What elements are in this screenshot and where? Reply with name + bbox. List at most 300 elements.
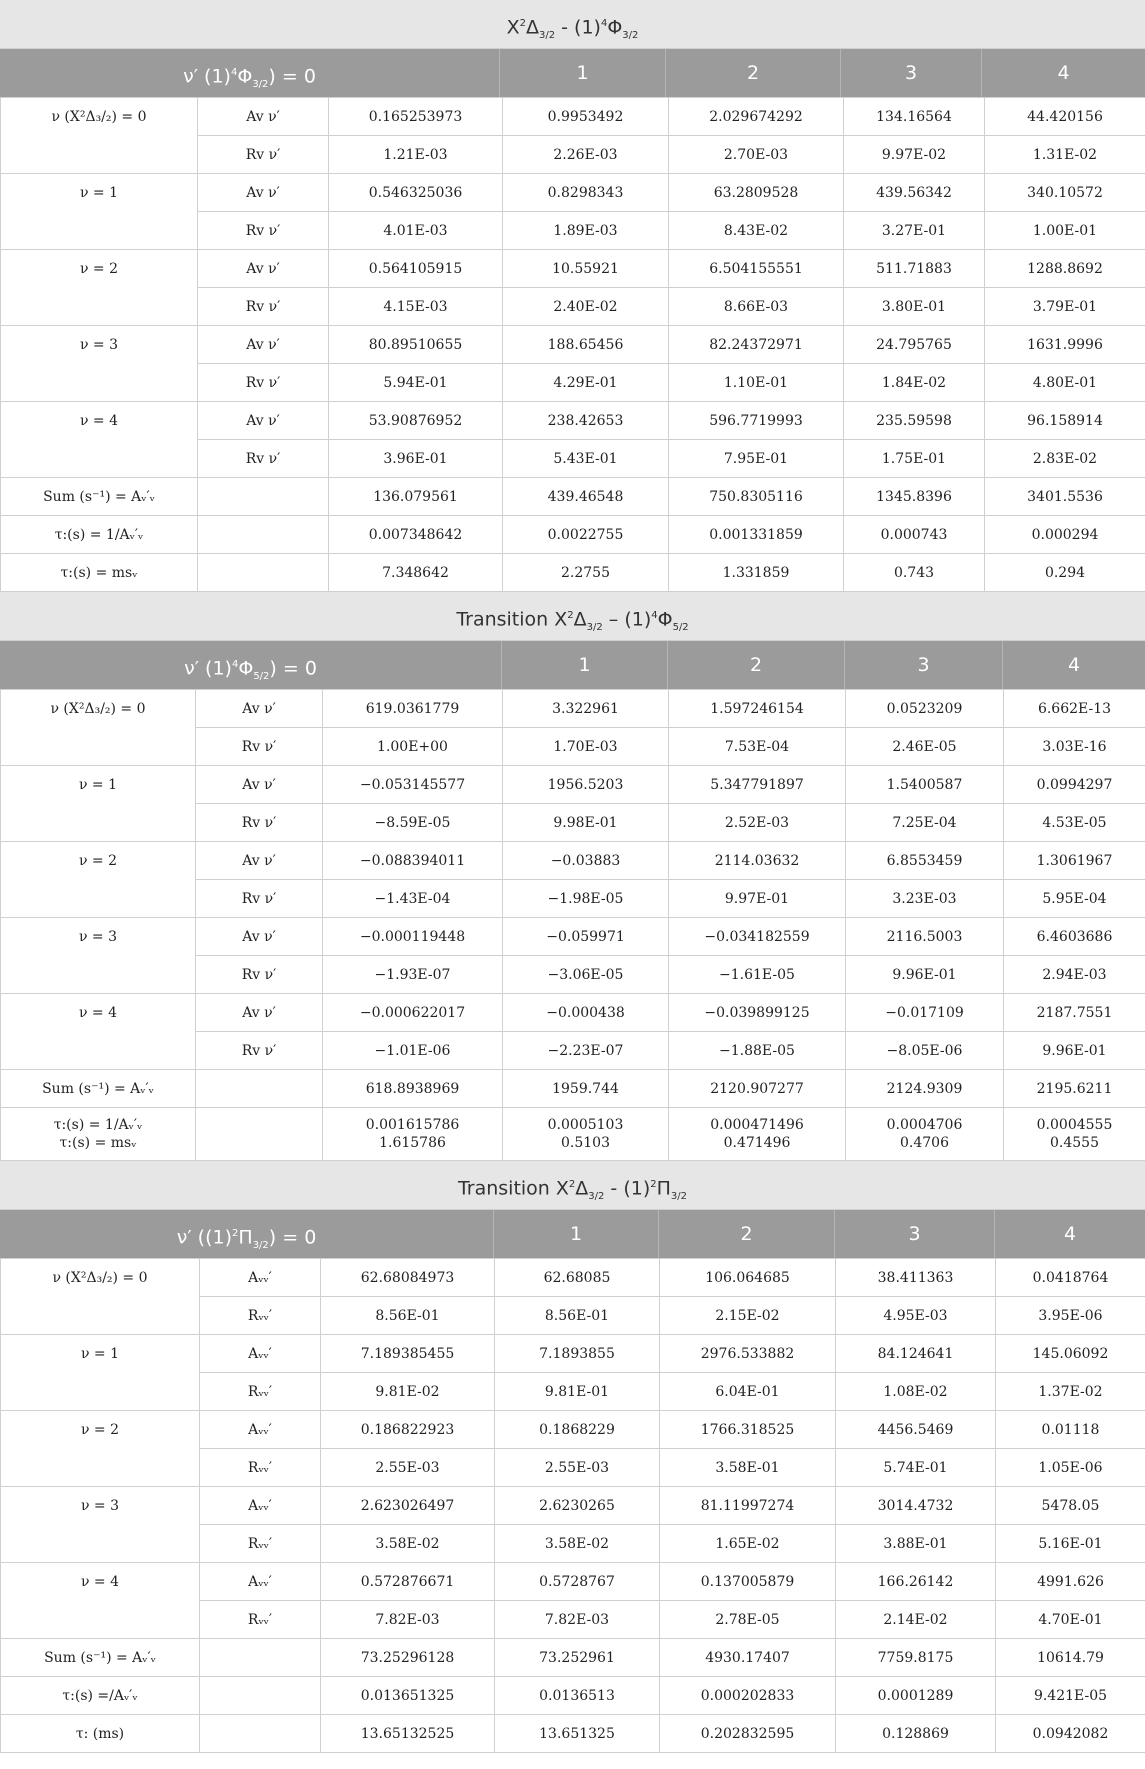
quantity-label: Rv ν′ xyxy=(196,880,323,918)
table-cell: 4.29E-01 xyxy=(503,364,669,402)
table-cell: −1.88E-05 xyxy=(669,1032,846,1070)
text-segment: ν′ ((1) xyxy=(176,1226,233,1249)
table-cell: 7759.8175 xyxy=(836,1639,996,1677)
table-cell: 1766.318525 xyxy=(660,1411,836,1449)
value-line: 0.0005103 xyxy=(547,1117,624,1133)
table-cell: 2.78E-05 xyxy=(660,1601,836,1639)
quantity-label: Av ν′ xyxy=(198,174,329,212)
table-cell: 2.46E-05 xyxy=(846,728,1004,766)
table-cell: 13.651325 xyxy=(495,1715,660,1753)
table-cell: 7.348642 xyxy=(329,554,503,592)
table-cell xyxy=(1004,1108,1145,1161)
superscript: 2 xyxy=(567,610,574,621)
table-cell: 3.58E-02 xyxy=(495,1525,660,1563)
table-cell: 73.25296128 xyxy=(321,1639,495,1677)
table-cell: 1.5400587 xyxy=(846,766,1004,804)
table-section xyxy=(0,592,1145,1161)
value-line: 0.4706 xyxy=(900,1135,949,1151)
row-label: Sum (s⁻¹) = Aᵥ′ᵥ xyxy=(1,1070,196,1108)
text-segment: Φ xyxy=(607,16,623,39)
quantity-label: Aᵥᵥ′ xyxy=(200,1335,321,1373)
table-cell: 7.25E-04 xyxy=(846,804,1004,842)
table-cell: 9.97E-01 xyxy=(669,880,846,918)
table-cell: 2.70E-03 xyxy=(669,136,844,174)
quantity-label: Rv ν′ xyxy=(196,1032,323,1070)
quantity-label: Rv ν′ xyxy=(196,804,323,842)
table-cell: 7.1893855 xyxy=(495,1335,660,1373)
value-line: 0.0004706 xyxy=(886,1117,963,1133)
table-cell: 2.52E-03 xyxy=(669,804,846,842)
table-row xyxy=(1,1563,1145,1601)
table-cell: 4.95E-03 xyxy=(836,1297,996,1335)
table-cell: 235.59598 xyxy=(844,402,985,440)
table-cell: 5.95E-04 xyxy=(1004,880,1145,918)
table-cell: 53.90876952 xyxy=(329,402,503,440)
table-cell: 3.80E-01 xyxy=(844,288,985,326)
table-cell: 618.8938969 xyxy=(323,1070,503,1108)
table-cell: 4.01E-03 xyxy=(329,212,503,250)
quantity-label: Rᵥᵥ′ xyxy=(200,1525,321,1563)
superscript: 2 xyxy=(232,1228,239,1239)
table-cell: 2.55E-03 xyxy=(321,1449,495,1487)
column-header: 1 xyxy=(502,641,668,689)
sum-row xyxy=(1,478,1145,516)
text-segment: - (1) xyxy=(604,1177,651,1200)
subscript: 3/2 xyxy=(539,30,556,42)
table-cell: 38.411363 xyxy=(836,1259,996,1297)
value-line: 0.4555 xyxy=(1050,1135,1099,1151)
level-label: ν = 1 xyxy=(1,1335,200,1411)
table-cell: 0.000294 xyxy=(985,516,1145,554)
table-cell: 1.597246154 xyxy=(669,690,846,728)
table-cell: 0.0001289 xyxy=(836,1677,996,1715)
column-header-v0 xyxy=(0,49,500,97)
table-cell: 1.37E-02 xyxy=(996,1373,1145,1411)
empty-cell xyxy=(200,1715,321,1753)
table-cell: 2.15E-02 xyxy=(660,1297,836,1335)
level-label: ν = 4 xyxy=(1,402,198,478)
table-cell: 2.029674292 xyxy=(669,98,844,136)
level-label: ν = 2 xyxy=(1,842,196,918)
value-line: 0.5103 xyxy=(561,1135,610,1151)
text-segment: ν′ (1) xyxy=(183,65,231,88)
table-cell: 81.11997274 xyxy=(660,1487,836,1525)
table-cell: 2.2755 xyxy=(503,554,669,592)
text-segment: – (1) xyxy=(602,608,652,631)
table-row xyxy=(1,174,1145,212)
subscript: 3/2 xyxy=(252,1240,269,1252)
table-row xyxy=(1,1335,1145,1373)
table-section xyxy=(0,1161,1145,1753)
table-cell: 1.10E-01 xyxy=(669,364,844,402)
table-cell: 2976.533882 xyxy=(660,1335,836,1373)
subscript: 3/2 xyxy=(252,79,269,91)
quantity-label: Rv ν′ xyxy=(198,440,329,478)
quantity-label: Av ν′ xyxy=(196,690,323,728)
table-cell: 750.8305116 xyxy=(669,478,844,516)
quantity-label: Av ν′ xyxy=(196,842,323,880)
table-cell: 2.55E-03 xyxy=(495,1449,660,1487)
table-cell: 0.186822923 xyxy=(321,1411,495,1449)
table-cell: 1.05E-06 xyxy=(996,1449,1145,1487)
table-cell: 0.0994297 xyxy=(1004,766,1145,804)
text-segment: Φ xyxy=(237,65,253,88)
quantity-label: Rᵥᵥ′ xyxy=(200,1297,321,1335)
quantity-label: Av ν′ xyxy=(198,98,329,136)
data-table xyxy=(0,689,1145,1161)
superscript: 2 xyxy=(519,18,526,29)
table-cell: −3.06E-05 xyxy=(503,956,669,994)
table-cell: 1345.8396 xyxy=(844,478,985,516)
table-cell: 10.55921 xyxy=(503,250,669,288)
quantity-label: Rv ν′ xyxy=(196,728,323,766)
lifetime-row xyxy=(1,1108,1145,1161)
subscript: 3/2 xyxy=(670,1191,688,1203)
table-cell: 166.26142 xyxy=(836,1563,996,1601)
level-label: ν = 4 xyxy=(1,1563,200,1639)
quantity-label: Av ν′ xyxy=(196,766,323,804)
column-header: 2 xyxy=(659,1210,835,1258)
sum-row xyxy=(1,1639,1145,1677)
table-cell: 8.66E-03 xyxy=(669,288,844,326)
table-cell: 8.56E-01 xyxy=(321,1297,495,1335)
table-cell: 0.572876671 xyxy=(321,1563,495,1601)
table-cell: 1631.9996 xyxy=(985,326,1145,364)
subscript: 5/2 xyxy=(672,622,689,634)
text-segment: ) = 0 xyxy=(268,1226,317,1249)
empty-cell xyxy=(198,554,329,592)
table-cell: 596.7719993 xyxy=(669,402,844,440)
level-label: ν = 2 xyxy=(1,250,198,326)
table-cell: 1.89E-03 xyxy=(503,212,669,250)
column-header: 2 xyxy=(666,49,841,97)
text-segment: Δ xyxy=(575,1177,589,1200)
column-header-v0 xyxy=(0,1210,494,1258)
table-cell: 7.82E-03 xyxy=(495,1601,660,1639)
table-cell: 9.96E-01 xyxy=(846,956,1004,994)
table-cell: 4991.626 xyxy=(996,1563,1145,1601)
subscript: 5/2 xyxy=(253,671,270,683)
table-cell: 5.43E-01 xyxy=(503,440,669,478)
label-line: τ:(s) = 1/Aᵥ′ᵥ xyxy=(53,1117,143,1133)
table-cell: 2.83E-02 xyxy=(985,440,1145,478)
quantity-label: Rv ν′ xyxy=(198,136,329,174)
table-cell: 0.137005879 xyxy=(660,1563,836,1601)
level-label: ν = 3 xyxy=(1,918,196,994)
quantity-label: Rv ν′ xyxy=(198,364,329,402)
column-header: 4 xyxy=(1067,654,1081,676)
lifetime-ms-row xyxy=(1,554,1145,592)
table-cell: 619.0361779 xyxy=(323,690,503,728)
table-cell: −0.039899125 xyxy=(669,994,846,1032)
table-cell: 1.08E-02 xyxy=(836,1373,996,1411)
table-cell: 8.43E-02 xyxy=(669,212,844,250)
quantity-label: Av ν′ xyxy=(196,994,323,1032)
table-cell: 0.128869 xyxy=(836,1715,996,1753)
table-row xyxy=(1,918,1145,956)
table-cell: 4.70E-01 xyxy=(996,1601,1145,1639)
value-line: 0.001615786 xyxy=(365,1117,460,1133)
quantity-label: Rv ν′ xyxy=(196,956,323,994)
level-label: ν = 1 xyxy=(1,766,196,842)
table-cell: 1.70E-03 xyxy=(503,728,669,766)
text-segment: Φ xyxy=(657,608,673,631)
table-cell: 13.65132525 xyxy=(321,1715,495,1753)
column-header-row xyxy=(0,641,1145,689)
section-title xyxy=(0,0,1145,49)
table-cell: 2124.9309 xyxy=(846,1070,1004,1108)
table-cell: 5478.05 xyxy=(996,1487,1145,1525)
table-cell: 3.23E-03 xyxy=(846,880,1004,918)
table-cell: 5.16E-01 xyxy=(996,1525,1145,1563)
table-cell: 84.124641 xyxy=(836,1335,996,1373)
table-cell: 145.06092 xyxy=(996,1335,1145,1373)
table-cell: −1.98E-05 xyxy=(503,880,669,918)
subscript: 3/2 xyxy=(586,622,603,634)
table-cell: −0.000622017 xyxy=(323,994,503,1032)
column-header: 1 xyxy=(494,1210,659,1258)
lifetime-row xyxy=(1,1677,1145,1715)
table-cell: 439.46548 xyxy=(503,478,669,516)
column-header-row xyxy=(0,1210,1145,1258)
table-cell: 0.0136513 xyxy=(495,1677,660,1715)
table-cell: 6.504155551 xyxy=(669,250,844,288)
table-cell: 0.165253973 xyxy=(329,98,503,136)
column-header: 4 xyxy=(1063,1223,1077,1245)
empty-cell xyxy=(198,516,329,554)
table-cell: 2114.03632 xyxy=(669,842,846,880)
table-row xyxy=(1,690,1145,728)
empty-cell xyxy=(196,1108,323,1161)
table-cell: 3.88E-01 xyxy=(836,1525,996,1563)
data-table xyxy=(0,1258,1145,1753)
table-cell: 7.53E-04 xyxy=(669,728,846,766)
quantity-label: Rᵥᵥ′ xyxy=(200,1601,321,1639)
lifetime-row xyxy=(1,516,1145,554)
table-cell: −8.59E-05 xyxy=(323,804,503,842)
table-cell: 9.421E-05 xyxy=(996,1677,1145,1715)
table-cell: 0.743 xyxy=(844,554,985,592)
table-cell: 2.6230265 xyxy=(495,1487,660,1525)
row-label: Sum (s⁻¹) = Aᵥ′ᵥ xyxy=(1,1639,200,1677)
table-row xyxy=(1,842,1145,880)
text-segment: - (1) xyxy=(555,16,601,39)
text-segment: Transition X xyxy=(456,608,568,631)
section-title xyxy=(0,592,1145,641)
table-cell: 511.71883 xyxy=(844,250,985,288)
table-cell: 4.53E-05 xyxy=(1004,804,1145,842)
table-cell: 3.58E-02 xyxy=(321,1525,495,1563)
column-header: 1 xyxy=(500,49,666,97)
row-label: Sum (s⁻¹) = Aᵥ′ᵥ xyxy=(1,478,198,516)
table-cell: 3401.5536 xyxy=(985,478,1145,516)
text-segment: ν′ (1) xyxy=(184,657,232,680)
table-cell: 62.68084973 xyxy=(321,1259,495,1297)
table-cell: 1.65E-02 xyxy=(660,1525,836,1563)
table-cell: 2.40E-02 xyxy=(503,288,669,326)
table-cell: 24.795765 xyxy=(844,326,985,364)
table-cell: 1.21E-03 xyxy=(329,136,503,174)
quantity-label: Av ν′ xyxy=(196,918,323,956)
empty-cell xyxy=(196,1070,323,1108)
quantity-label: Av ν′ xyxy=(198,250,329,288)
table-cell: 3.96E-01 xyxy=(329,440,503,478)
column-header: 3 xyxy=(835,1210,995,1258)
column-header-v0 xyxy=(0,641,502,689)
table-cell: 3.03E-16 xyxy=(1004,728,1145,766)
superscript: 4 xyxy=(231,659,239,670)
table-cell: −1.43E-04 xyxy=(323,880,503,918)
quantity-label: Av ν′ xyxy=(198,402,329,440)
table-cell: 3.58E-01 xyxy=(660,1449,836,1487)
table-cell: 0.8298343 xyxy=(503,174,669,212)
table-cell: −0.03883 xyxy=(503,842,669,880)
row-label: τ:(s) =/Aᵥ′ᵥ xyxy=(1,1677,200,1715)
level-label: ν (X²Δ₃/₂) = 0 xyxy=(1,1259,200,1335)
table-cell: 4.80E-01 xyxy=(985,364,1145,402)
table-cell: 0.001331859 xyxy=(669,516,844,554)
table-cell: 9.98E-01 xyxy=(503,804,669,842)
table-cell: 6.8553459 xyxy=(846,842,1004,880)
table-cell: 134.16564 xyxy=(844,98,985,136)
table-cell: −8.05E-06 xyxy=(846,1032,1004,1070)
table-cell: −0.000438 xyxy=(503,994,669,1032)
table-cell: 1956.5203 xyxy=(503,766,669,804)
text-segment: Π xyxy=(238,1226,253,1249)
table-cell: 7.189385455 xyxy=(321,1335,495,1373)
level-label: ν = 3 xyxy=(1,326,198,402)
table-cell: −1.93E-07 xyxy=(323,956,503,994)
superscript: 2 xyxy=(568,1179,576,1190)
table-cell: 4930.17407 xyxy=(660,1639,836,1677)
table-cell: 73.252961 xyxy=(495,1639,660,1677)
table-cell: 44.420156 xyxy=(985,98,1145,136)
table-cell: 2.623026497 xyxy=(321,1487,495,1525)
table-cell: 10614.79 xyxy=(996,1639,1145,1677)
text-segment: ) = 0 xyxy=(269,657,317,680)
table-cell: 9.97E-02 xyxy=(844,136,985,174)
table-cell xyxy=(846,1108,1004,1161)
quantity-label: Rᵥᵥ′ xyxy=(200,1373,321,1411)
table-cell: 4.15E-03 xyxy=(329,288,503,326)
table-cell: −0.053145577 xyxy=(323,766,503,804)
table-cell: 0.01118 xyxy=(996,1411,1145,1449)
table-cell: 2116.5003 xyxy=(846,918,1004,956)
table-row xyxy=(1,98,1145,136)
table-cell: 0.0523209 xyxy=(846,690,1004,728)
quantity-label: Aᵥᵥ′ xyxy=(200,1259,321,1297)
table-cell: −0.017109 xyxy=(846,994,1004,1032)
table-cell: 8.56E-01 xyxy=(495,1297,660,1335)
sum-row xyxy=(1,1070,1145,1108)
value-line: 0.0004555 xyxy=(1036,1117,1113,1133)
table-cell: −1.61E-05 xyxy=(669,956,846,994)
table-cell: 7.95E-01 xyxy=(669,440,844,478)
table-cell: 5.94E-01 xyxy=(329,364,503,402)
table-cell: 2.26E-03 xyxy=(503,136,669,174)
table-cell: 6.662E-13 xyxy=(1004,690,1145,728)
superscript: 4 xyxy=(600,18,608,29)
empty-cell xyxy=(200,1677,321,1715)
quantity-label: Rᵥᵥ′ xyxy=(200,1449,321,1487)
table-cell: 0.000202833 xyxy=(660,1677,836,1715)
table-cell: 1288.8692 xyxy=(985,250,1145,288)
text-segment: X xyxy=(506,16,520,39)
table-cell xyxy=(503,1108,669,1161)
table-cell: 6.04E-01 xyxy=(660,1373,836,1411)
text-segment: Π xyxy=(656,1177,671,1200)
empty-cell xyxy=(200,1639,321,1677)
table-cell: 0.5728767 xyxy=(495,1563,660,1601)
table-cell: 0.564105915 xyxy=(329,250,503,288)
table-cell: 82.24372971 xyxy=(669,326,844,364)
row-label: τ: (ms) xyxy=(1,1715,200,1753)
level-label: ν = 1 xyxy=(1,174,198,250)
subscript: 3/2 xyxy=(622,30,639,42)
quantity-label: Av ν′ xyxy=(198,326,329,364)
label-line: τ:(s) = msᵥ xyxy=(59,1135,137,1151)
empty-cell xyxy=(198,478,329,516)
table-cell: 340.10572 xyxy=(985,174,1145,212)
table-cell: 2187.7551 xyxy=(1004,994,1145,1032)
table-cell: 7.82E-03 xyxy=(321,1601,495,1639)
table-cell: 188.65456 xyxy=(503,326,669,364)
table-cell: −0.034182559 xyxy=(669,918,846,956)
table-cell: 0.000743 xyxy=(844,516,985,554)
table-cell: 3014.4732 xyxy=(836,1487,996,1525)
value-line: 1.615786 xyxy=(379,1135,446,1151)
table-cell: 3.79E-01 xyxy=(985,288,1145,326)
quantity-label: Rv ν′ xyxy=(198,212,329,250)
table-cell: 2.94E-03 xyxy=(1004,956,1145,994)
table-cell: 63.2809528 xyxy=(669,174,844,212)
table-row xyxy=(1,1259,1145,1297)
superscript: 4 xyxy=(651,610,658,621)
table-cell: 0.9953492 xyxy=(503,98,669,136)
table-cell: 1.84E-02 xyxy=(844,364,985,402)
value-line: 0.471496 xyxy=(723,1135,791,1151)
table-cell: 1.3061967 xyxy=(1004,842,1145,880)
table-cell xyxy=(323,1108,503,1161)
table-cell: −0.059971 xyxy=(503,918,669,956)
data-table xyxy=(0,97,1145,592)
table-cell: −0.088394011 xyxy=(323,842,503,880)
table-cell: 2.14E-02 xyxy=(836,1601,996,1639)
table-cell: 0.202832595 xyxy=(660,1715,836,1753)
table-row xyxy=(1,1411,1145,1449)
table-row xyxy=(1,250,1145,288)
lifetime-ms-row xyxy=(1,1715,1145,1753)
table-row xyxy=(1,1487,1145,1525)
value-line: 0.000471496 xyxy=(710,1117,804,1133)
quantity-label: Aᵥᵥ′ xyxy=(200,1487,321,1525)
table-cell: 9.96E-01 xyxy=(1004,1032,1145,1070)
text-segment: Φ xyxy=(238,657,254,680)
table-cell: −1.01E-06 xyxy=(323,1032,503,1070)
table-cell: 1.00E+00 xyxy=(323,728,503,766)
section-title xyxy=(0,1161,1145,1210)
table-cell: 6.4603686 xyxy=(1004,918,1145,956)
table-cell: 9.81E-02 xyxy=(321,1373,495,1411)
table-cell: 0.0942082 xyxy=(996,1715,1145,1753)
column-header: 3 xyxy=(845,641,1003,689)
table-cell: 96.158914 xyxy=(985,402,1145,440)
table-cell: 0.007348642 xyxy=(329,516,503,554)
quantity-label: Aᵥᵥ′ xyxy=(200,1411,321,1449)
table-cell: 0.0022755 xyxy=(503,516,669,554)
table-cell: 2120.907277 xyxy=(669,1070,846,1108)
table-row xyxy=(1,326,1145,364)
